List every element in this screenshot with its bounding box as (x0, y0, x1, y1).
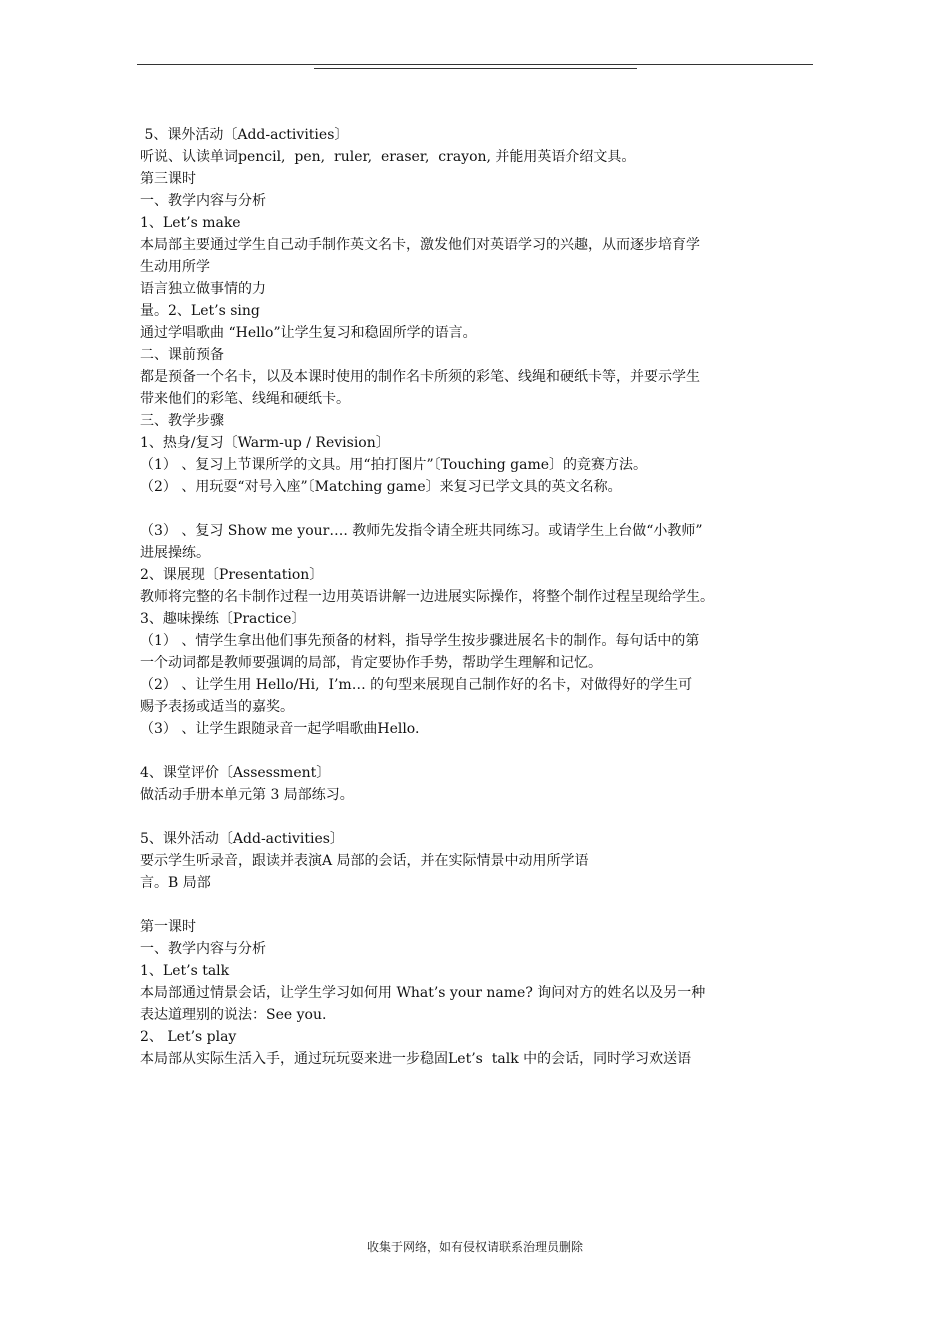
text-line: 1、Let’s talk (140, 963, 230, 979)
text-line: 本局部从实际生活入手，通过玩玩耍来进一步稳固Let’s talk 中的会话，同时学习欢送语 (140, 1051, 692, 1067)
text-line: 三、教学步骤 (140, 413, 224, 429)
blank-line (140, 740, 820, 762)
text-line: 表达道理别的说法：See you. (140, 1007, 327, 1023)
text-line: 1、Let’s make (140, 215, 241, 231)
text-line: 5、课外活动〔Add-activities〕 (140, 127, 349, 143)
blank-line (140, 806, 820, 828)
text-line: 本局部主要通过学生自己动手制作英文名卡，激发他们对英语学习的兴趣，从而逐步培育学 (140, 237, 700, 253)
text-line: 生动用所学 (140, 259, 210, 275)
text-line: 一、教学内容与分析 (140, 193, 266, 209)
text-line: 一、教学内容与分析 (140, 941, 266, 957)
text-line: （2） 、用玩耍“对号入座”〔Matching game〕来复习已学文具的英文名称。 (140, 479, 622, 495)
text-line: 都是预备一个名卡，以及本课时使用的制作名卡所须的彩笔、线绳和硬纸卡等，并要示学生 (140, 369, 700, 385)
header-rule (137, 64, 813, 65)
text-line: 第一课时 (140, 919, 196, 935)
blank-line (140, 498, 820, 520)
text-line: 一个动词都是教师要强调的局部，肯定要协作手势，帮助学生理解和记忆。 (140, 655, 602, 671)
text-line: 要示学生听录音，跟读并表演A 局部的会话，并在实际情景中动用所学语 (140, 853, 589, 869)
text-line: 听说、认读单词pencil, pen, ruler, eraser, crayon, 并能用英语介绍文具。 (140, 149, 636, 165)
text-line: 言。B 局部 (140, 875, 211, 891)
text-line: （3） 、复习 Show me your…. 教师先发指令请全班共同练习。或请学生上台做“小教师” (140, 523, 703, 539)
text-line: 赐予表扬或适当的嘉奖。 (140, 699, 294, 715)
text-line: 带来他们的彩笔、线绳和硬纸卡。 (140, 391, 350, 407)
blank-line (140, 894, 820, 916)
text-line: （1） 、情学生拿出他们事先预备的材料，指导学生按步骤进展名卡的制作。每句话中的第 (140, 633, 700, 649)
text-line: （3） 、让学生跟随录音一起学唱歌曲Hello. (140, 721, 420, 737)
text-line: 进展操练。 (140, 545, 210, 561)
text-line: 2、 Let’s play (140, 1029, 237, 1045)
text-line: 第三课时 (140, 171, 196, 187)
text-line: 通过学唱歌曲 “Hello”让学生复习和稳固所学的语言。 (140, 325, 477, 341)
text-line: 5、课外活动〔Add-activities〕 (140, 831, 344, 847)
text-line: 量。2、Let’s sing (140, 303, 260, 319)
text-line: 2、课展现〔Presentation〕 (140, 567, 324, 583)
text-line: 教师将完整的名卡制作过程一边用英语讲解一边进展实际操作，将整个制作过程呈现给学生。 (140, 589, 714, 605)
text-line: 二、课前预备 (140, 347, 224, 363)
text-line: （2） 、让学生用 Hello/Hi, I’m… 的句型来展现自己制作好的名卡，对做得好的学生可 (140, 677, 693, 693)
text-line: （1） 、复习上节课所学的文具。用“拍打图片”〔Touching game〕的竞赛方法。 (140, 457, 647, 473)
header-subrule (314, 68, 637, 69)
page-footer: 收集于网络，如有侵权请联系治理员删除 (366, 1240, 583, 1254)
document-body (140, 124, 820, 1070)
text-line: 做活动手册本单元第 3 局部练习。 (140, 787, 354, 803)
text-line: 3、趣味操练〔Practice〕 (140, 611, 306, 627)
text-line: 本局部通过情景会话，让学生学习如何用 What’s your name? 询问对方的姓名以及另一种 (140, 985, 706, 1001)
text-line: 4、课堂评价〔Assessment〕 (140, 765, 331, 781)
text-line: 语言独立做事情的力 (140, 281, 266, 297)
text-line: 1、热身/复习〔Warm-up / Revision〕 (140, 435, 390, 451)
